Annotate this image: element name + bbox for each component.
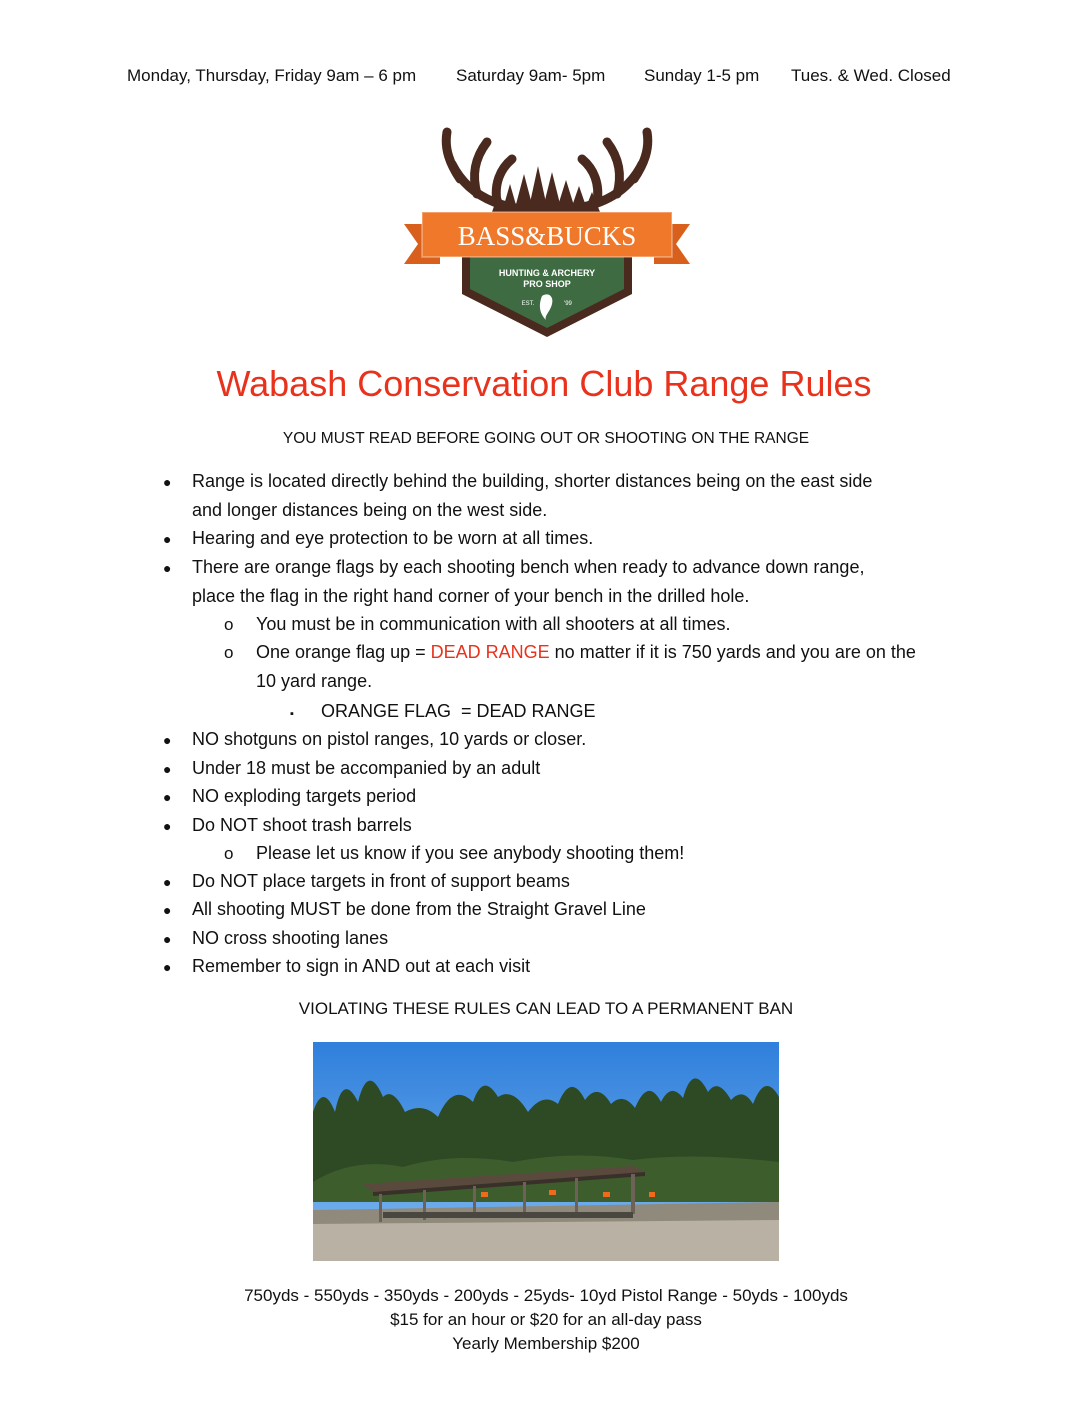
rule-text: Hearing and eye protection to be worn at all times.: [192, 528, 594, 548]
rule-text: You must be in communication with all shooters at all times.: [256, 614, 731, 634]
rule-text: NO cross shooting lanes: [192, 928, 389, 948]
bullet-marker: ●: [163, 959, 172, 975]
page-subtitle: YOU MUST READ BEFORE GOING OUT OR SHOOTING ON THE RANGE: [282, 430, 810, 447]
rule-text: Range is located directly behind the building, shorter distances being on the east side: [192, 471, 873, 491]
rule-text: All shooting MUST be done from the Straight Gravel Line: [192, 899, 646, 919]
rule-text: Please let us know if you see anybody shooting them!: [256, 843, 685, 863]
footer-pricing: $15 for an hour or $20 for an all-day pass: [390, 1310, 702, 1329]
dead-range-highlight: DEAD RANGE: [430, 642, 550, 662]
rule-text: Do NOT shoot trash barrels: [192, 815, 412, 835]
hours-sunday: Sunday 1-5 pm: [644, 66, 760, 85]
page-title: Wabash Conservation Club Range Rules: [216, 363, 872, 404]
rule-text: 10 yard range.: [256, 670, 373, 691]
rule-text: and longer distances being on the west side.: [192, 499, 548, 520]
rule-text: ORANGE FLAG = DEAD RANGE: [321, 701, 596, 721]
sub-bullet-marker: o: [224, 643, 234, 662]
logo-graphic: [402, 124, 692, 342]
bullet-marker: ●: [163, 732, 172, 748]
logo-brand-text: BASS&BUCKS: [457, 221, 637, 251]
hours-weekdays: Monday, Thursday, Friday 9am – 6 pm: [127, 66, 417, 85]
rule-text: Do NOT place targets in front of support beams: [192, 871, 570, 891]
rule-text: Under 18 must be accompanied by an adult: [192, 758, 541, 778]
logo-est: EST.: [521, 301, 535, 307]
bullet-marker: ●: [163, 931, 172, 947]
rule-text: Remember to sign in AND out at each visit: [192, 956, 531, 976]
hours-closed: Tues. & Wed. Closed: [791, 66, 951, 85]
bullet-marker: ●: [163, 560, 172, 576]
footer-membership: Yearly Membership $200: [452, 1334, 640, 1353]
logo-tagline-2: PRO SHOP: [523, 279, 571, 289]
rule-text: There are orange flags by each shooting bench when ready to advance down range,: [192, 557, 865, 577]
rule-text-post: no matter if it is 750 yards and you are on the: [549, 642, 916, 662]
footer-distances: 750yds - 550yds - 350yds - 200yds - 25yds- 10yd Pistol Range - 50yds - 100yds: [244, 1286, 848, 1305]
rule-text: NO exploding targets period: [192, 786, 417, 806]
bullet-marker: ●: [163, 761, 172, 777]
range-photo: [313, 1042, 779, 1261]
bullet-marker: ●: [163, 874, 172, 890]
rule-text: NO shotguns on pistol ranges, 10 yards or closer.: [192, 729, 587, 749]
store-hours: [0, 66, 1088, 90]
bullet-marker: ●: [163, 474, 172, 490]
bullet-marker: ●: [163, 902, 172, 918]
logo-year: '99: [564, 301, 572, 307]
ban-warning: VIOLATING THESE RULES CAN LEAD TO A PERMANENT BAN: [298, 999, 794, 1018]
bullet-marker: ●: [163, 818, 172, 834]
rule-text: place the flag in the right hand corner of your bench in the drilled hole.: [192, 585, 750, 606]
square-bullet-marker: ▪: [290, 708, 294, 720]
hours-saturday: Saturday 9am- 5pm: [456, 66, 606, 85]
logo-tagline-1: HUNTING & ARCHERY: [498, 268, 596, 278]
bullet-marker: ●: [163, 789, 172, 805]
sub-bullet-marker: o: [224, 844, 234, 863]
bullet-marker: ●: [163, 531, 172, 547]
bass-bucks-logo: [402, 124, 692, 342]
rule-text: [256, 638, 916, 667]
range-photo-graphic: [313, 1042, 779, 1261]
sub-bullet-marker: o: [224, 615, 234, 634]
rule-text-pre: One orange flag up =: [256, 642, 431, 662]
